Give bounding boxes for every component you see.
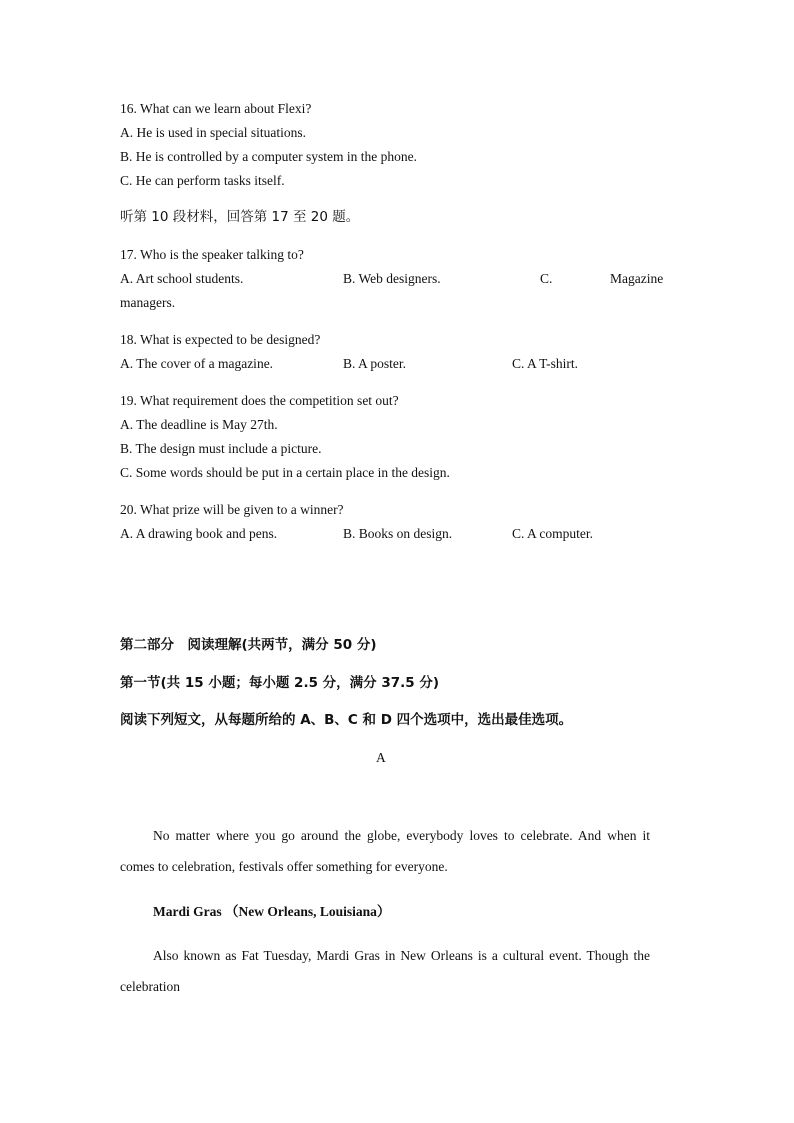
q16-option-b: B. He is controlled by a computer system in the phone. bbox=[120, 149, 417, 164]
q20-option-b: B. Books on design. bbox=[343, 526, 453, 541]
q20-option-a: A. A drawing book and pens. bbox=[120, 526, 278, 541]
q16-option-c: C. He can perform tasks itself. bbox=[120, 173, 285, 188]
q18-option-c: C. A T-shirt. bbox=[512, 356, 579, 371]
listening-instruction: 听第 10 段材料，回答第 17 至 20 题。 bbox=[120, 209, 360, 225]
q19-option-b: B. The design must include a picture. bbox=[120, 441, 322, 456]
reading-directions: 阅读下列短文，从每题所给的 A、B、C 和 D 四个选项中，选出最佳选项。 bbox=[120, 712, 573, 728]
q20-option-c: C. A computer. bbox=[512, 526, 593, 541]
q18-option-a: A. The cover of a magazine. bbox=[120, 356, 274, 371]
passage-body: Also known as Fat Tuesday, Mardi Gras in New Orleans is a cultural event. Though the celebration bbox=[120, 948, 650, 994]
q19-question: 19. What requirement does the competition set out? bbox=[120, 393, 399, 408]
q17-option-c-prefix: C. bbox=[540, 271, 553, 286]
passage-label: A bbox=[376, 750, 386, 765]
passage-intro: No matter where you go around the globe, everybody loves to celebrate. And when it comes to celebration, festivals offer something for everyone. bbox=[120, 828, 650, 874]
q17-option-c-word: Magazine bbox=[610, 271, 664, 286]
section1-heading: 第一节(共 15 小题；每小题 2.5 分，满分 37.5 分) bbox=[120, 675, 440, 691]
q17-question: 17. Who is the speaker talking to? bbox=[120, 247, 304, 262]
part2-heading: 第二部分 阅读理解(共两节，满分 50 分) bbox=[120, 637, 377, 653]
q19-option-a: A. The deadline is May 27th. bbox=[120, 417, 278, 432]
q20-question: 20. What prize will be given to a winner? bbox=[120, 502, 344, 517]
q17-option-b: B. Web designers. bbox=[343, 271, 441, 286]
q16-question: 16. What can we learn about Flexi? bbox=[120, 101, 312, 116]
passage-subheading: Mardi Gras （New Orleans, Louisiana） bbox=[153, 904, 391, 919]
q16-option-a: A. He is used in special situations. bbox=[120, 125, 306, 140]
q17-option-a: A. Art school students. bbox=[120, 271, 244, 286]
q18-option-b: B. A poster. bbox=[343, 356, 407, 371]
q19-option-c: C. Some words should be put in a certain place in the design. bbox=[120, 465, 450, 480]
q18-question: 18. What is expected to be designed? bbox=[120, 332, 321, 347]
q17-option-c-continued: managers. bbox=[120, 295, 176, 310]
